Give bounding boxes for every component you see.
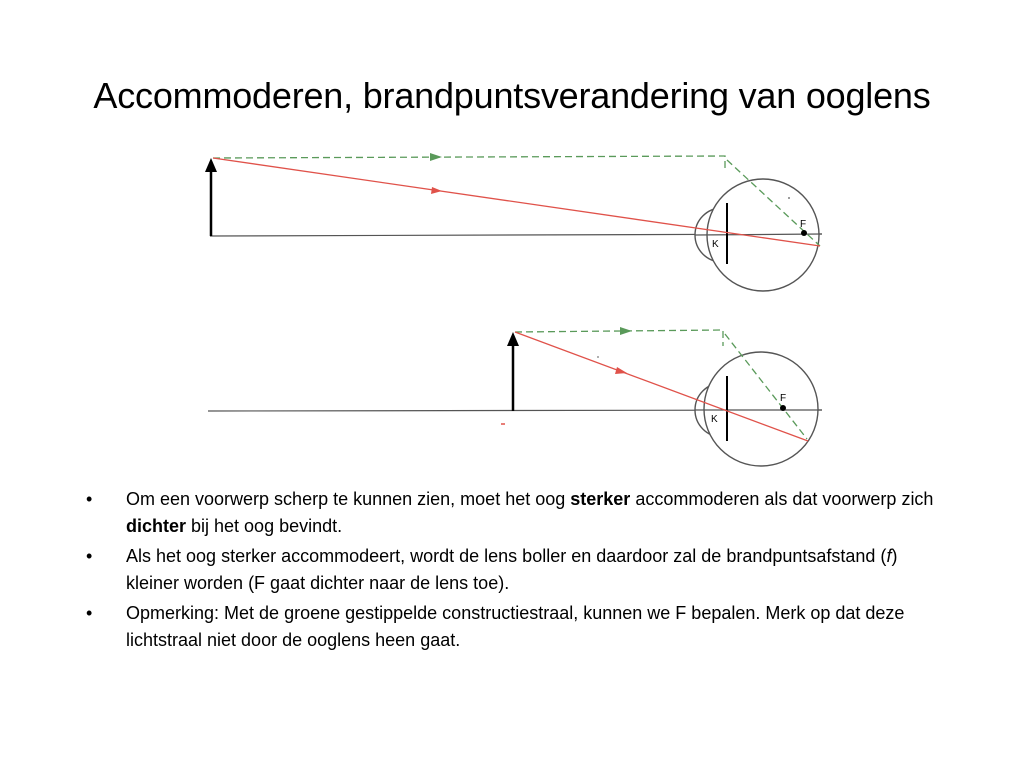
- bullet-bold-term: sterker: [570, 489, 631, 509]
- bullet-bold-term: dichter: [126, 516, 187, 536]
- top-focus-label: F: [800, 219, 807, 230]
- top-focus-point: [801, 230, 807, 236]
- bottom-stray-dot: [597, 356, 599, 358]
- bullet-text: bij het oog bevindt.: [186, 516, 343, 536]
- bottom-red-direction-arrow: [615, 367, 627, 374]
- bullet-italic-symbol: f: [886, 546, 892, 566]
- top-stray-dot: [788, 197, 790, 199]
- top-red-direction-arrow: [431, 187, 442, 194]
- bullet-text: accommoderen als dat voorwerp zich: [630, 489, 934, 509]
- slide-title: Accommoderen, brandpuntsverandering van ooglens: [93, 75, 931, 116]
- bullet-item-opmerking: [86, 600, 946, 654]
- bullet-item-sterker-dichter: [86, 486, 946, 540]
- bottom-panel: [208, 327, 822, 466]
- bottom-focus-label: F: [780, 393, 787, 404]
- bullet-list: [86, 486, 946, 657]
- bullet-item-brandpuntsafstand: [86, 543, 946, 597]
- top-lens-label: K: [712, 239, 719, 250]
- bullet-dot: •: [86, 546, 93, 566]
- bottom-green-direction-arrow: [620, 327, 632, 335]
- bullet-text: Als het oog sterker accommodeert, wordt de lens boller en daardoor zal de brandpuntsafstand (: [126, 546, 887, 566]
- bottom-lens-label: K: [711, 414, 718, 425]
- bottom-object-arrowhead: [507, 332, 519, 346]
- top-green-direction-arrow: [430, 153, 442, 161]
- bullet-text: Opmerking: Met de groene gestippelde constructiestraal, kunnen we F bepalen. Merk op dat deze lichtstraal niet door de ooglens heen gaat.: [126, 603, 905, 650]
- bullet-dot: •: [86, 489, 93, 509]
- bullet-text: ) kleiner worden (F gaat dichter naar de lens toe).: [126, 546, 898, 593]
- bullet-text: Om een voorwerp scherp te kunnen zien, moet het oog: [126, 489, 571, 509]
- bottom-focus-point: [780, 405, 786, 411]
- bullet-dot: •: [86, 603, 93, 623]
- top-object-arrowhead: [205, 158, 217, 172]
- top-panel: [205, 153, 822, 291]
